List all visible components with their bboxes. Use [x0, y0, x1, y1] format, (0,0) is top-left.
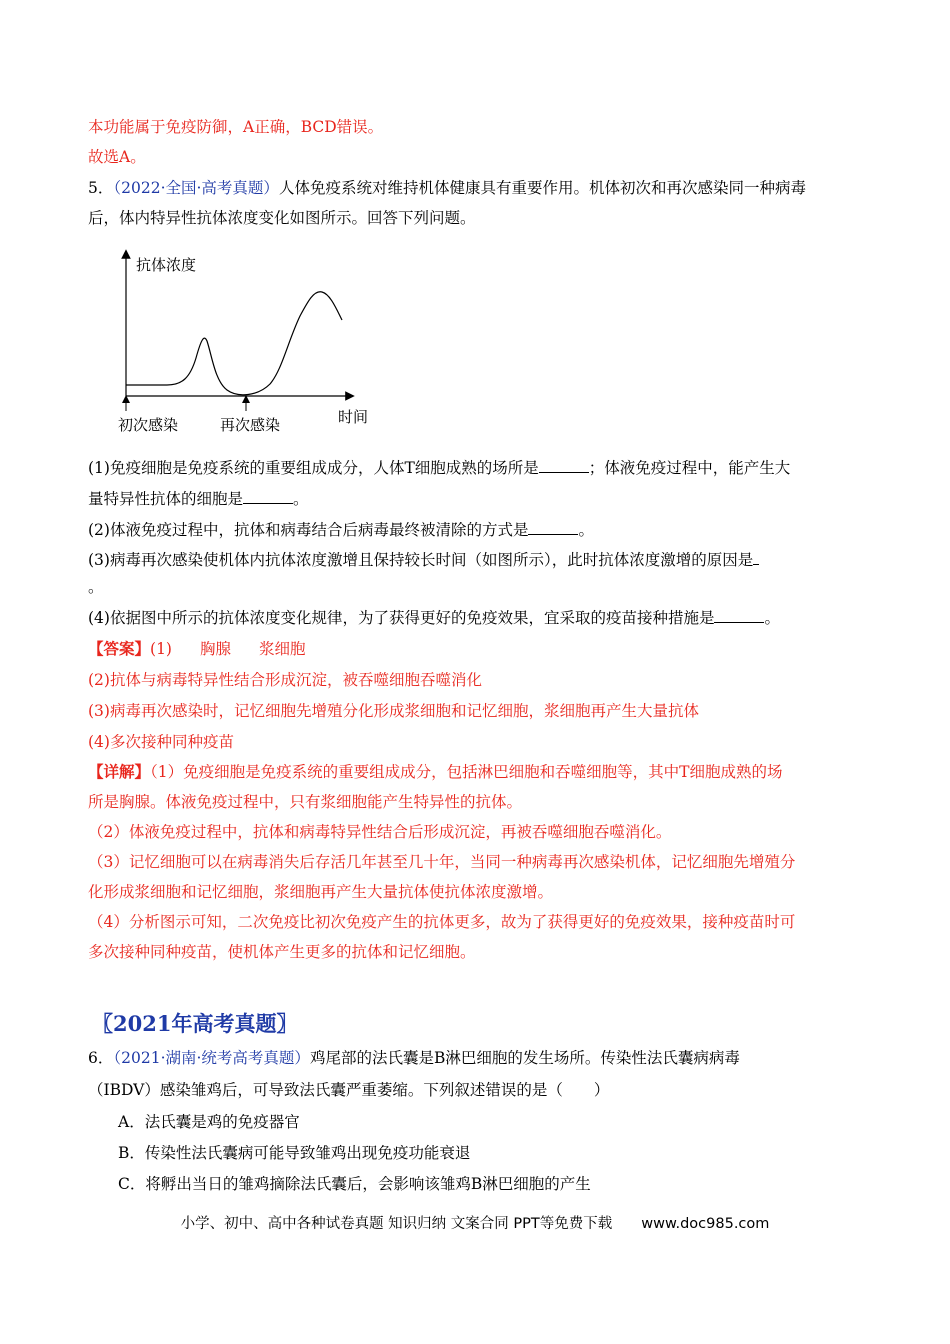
detail-line: 多次接种同种疫苗，使机体产生更多的抗体和记忆细胞。	[88, 943, 476, 961]
detail-line: 化形成浆细胞和记忆细胞，浆细胞再产生大量抗体使抗体浓度激增。	[88, 883, 554, 901]
detail-line: （4）分析图示可知，二次免疫比初次免疫产生的抗体更多，故为了获得更好的免疫效果，接种疫苗时可	[88, 913, 796, 931]
sub-question-1-cont	[88, 488, 309, 510]
answer-blank	[539, 458, 589, 473]
sub-question-3-cont: 。	[88, 578, 104, 596]
text-line: 故选A。	[88, 148, 146, 166]
question-6-line	[88, 1047, 740, 1069]
option-a: A．法氏囊是鸡的免疫器官	[118, 1113, 300, 1131]
question-source: （2021·湖南·统考高考真题）	[113, 1049, 310, 1067]
text-span: 。	[578, 521, 594, 539]
detail-line: 所是胸腺。体液免疫过程中，只有浆细胞能产生特异性的抗体。	[88, 793, 523, 811]
text-line: 本功能属于免疫防御，A正确，BCD错误。	[88, 118, 384, 136]
question-text: 后，体内特异性抗体浓度变化如图所示。回答下列问题。	[88, 209, 476, 227]
page-footer: 小学、初中、高中各种试卷真题 知识归纳 文案合同 PPT等免费下载 www.doc985.com	[180, 1216, 770, 1232]
answer-tag: 【答案】	[88, 639, 151, 658]
text-span: (1)免疫细胞是免疫系统的重要组成成分，人体T细胞成熟的场所是	[88, 459, 539, 477]
sub-question-2	[88, 519, 594, 541]
question-source: （2022·全国·高考真题）	[113, 179, 279, 197]
answer-line-2: (2)抗体与病毒特异性结合形成沉淀，被吞噬细胞吞噬消化	[88, 671, 482, 689]
text-span: ；体液免疫过程中，能产生大	[588, 459, 791, 477]
text-span: 胸腺	[199, 640, 231, 658]
text-span: 。	[293, 490, 309, 508]
text-span: (3)病毒再次感染使机体内抗体浓度激增且保持较长时间（如图所示），此时抗体浓度激增的原因是	[88, 551, 754, 569]
option-b: B．传染性法氏囊病可能导致雏鸡出现免疫功能衰退	[118, 1144, 471, 1162]
question-text: （IBDV）感染雏鸡后，可导致法氏囊严重萎缩。下列叙述错误的是（ ）	[88, 1081, 610, 1099]
option-c: C．将孵出当日的雏鸡摘除法氏囊后，会影响该雏鸡B淋巴细胞的产生	[118, 1175, 591, 1193]
sub-question-4	[88, 607, 780, 629]
text-span: （1）免疫细胞是免疫系统的重要组成成分，包括淋巴细胞和吞噬细胞等，其中T细胞成熟的场	[150, 763, 783, 781]
answer-blank	[714, 608, 764, 623]
detail-line	[88, 761, 782, 783]
text-span: (2)体液免疫过程中，抗体和病毒结合后病毒最终被清除的方式是	[88, 521, 529, 539]
question-number: 5．	[88, 179, 114, 197]
text-span: (1)	[150, 640, 172, 658]
question-text: 人体免疫系统对维持机体健康具有重要作用。机体初次和再次感染同一种病毒	[278, 179, 806, 197]
question-number: 6．	[88, 1049, 114, 1067]
antibody-curve	[126, 292, 342, 395]
section-heading: 〖2021年高考真题〗	[92, 1011, 298, 1036]
text-span: 浆细胞	[259, 640, 306, 658]
answer-blank	[528, 520, 578, 535]
answer-blank	[243, 489, 293, 504]
answer-blank	[753, 550, 759, 565]
antibody-figure	[112, 246, 372, 436]
text-span: (4)依据图中所示的抗体浓度变化规律，为了获得更好的免疫效果，宜采取的疫苗接种措施是	[88, 609, 715, 627]
second-infection-label: 再次感染	[220, 416, 281, 434]
y-axis-label: 抗体浓度	[136, 256, 197, 274]
text-span: 量特异性抗体的细胞是	[88, 490, 244, 508]
text-span: 。	[764, 609, 780, 627]
question-text: 鸡尾部的法氏囊是B淋巴细胞的发生场所。传染性法氏囊病病毒	[309, 1049, 740, 1067]
detail-tag: 【详解】	[88, 762, 151, 781]
sub-question-3	[88, 549, 759, 571]
answer-line-3: (3)病毒再次感染时，记忆细胞先增殖分化形成浆细胞和记忆细胞，浆细胞再产生大量抗体	[88, 702, 699, 720]
question-5-line	[88, 177, 806, 199]
answer-line-4: (4)多次接种同种疫苗	[88, 733, 234, 751]
detail-line: （2）体液免疫过程中，抗体和病毒特异性结合后形成沉淀，再被吞噬细胞吞噬消化。	[88, 823, 672, 841]
detail-line: （3）记忆细胞可以在病毒消失后存活几年甚至几十年，当同一种病毒再次感染机体，记忆细胞先增殖分	[88, 853, 796, 871]
x-axis-label: 时间	[338, 408, 369, 426]
sub-question-1	[88, 457, 790, 479]
answer-line-1	[88, 638, 334, 660]
first-infection-label: 初次感染	[118, 416, 179, 434]
